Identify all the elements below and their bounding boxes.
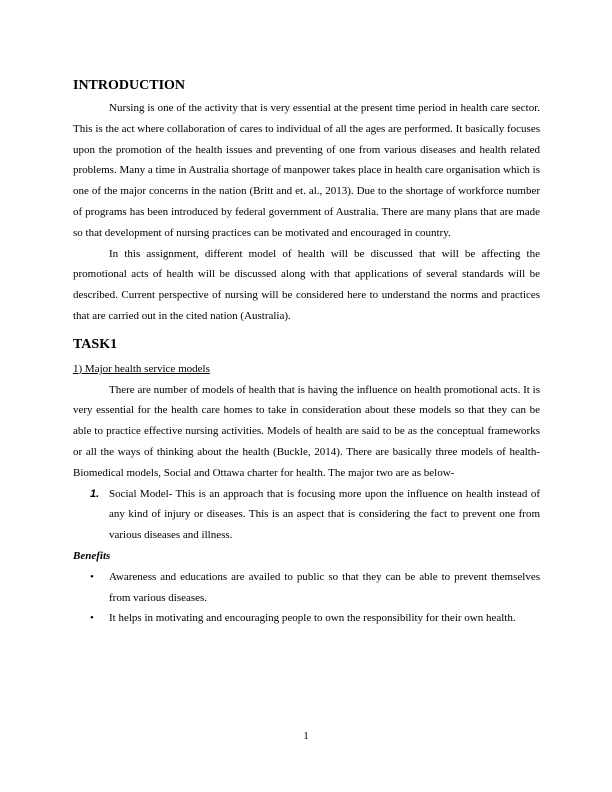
list-item [73,484,540,546]
list-item-text: Awareness and educations are availed to public so that they can be able to prevent themselves from various diseases. [109,570,540,604]
bullet-list [73,567,540,629]
list-item-text: Social Model- This is an approach that is focusing more upon the influence on health instead of any kind of injury or diseases. This is an aspect that is considering the fact to prevent one from various diseases and illness. [109,487,540,542]
task1-paragraph: There are number of models of health that is having the influence on health promotional acts. It is very essential for the health care homes to take in consideration about these models so that they can be able to practice effective nursing activities. Models of health are said to be as the conceptual frameworks or all the ways of thinking about the health (Buckle, 2014). There are basically three models of health- Biomedical models, Social and Ottawa charter for health. The major two are as below- [73,383,540,479]
intro-paragraph-2: In this assignment, different model of health will be discussed that will be affecting the promotional acts of health will be discussed along with that applications of several standards will be described. Current perspective of nursing will be considered here to understand the norms and practices that are carried out in the cited nation (Australia). [73,247,540,322]
bullet-icon: • [90,612,94,625]
document-page [73,74,540,629]
list-item [73,567,540,609]
introduction-heading: INTRODUCTION [73,78,186,93]
list-item [73,608,540,629]
list-number: 1. [90,487,100,500]
task1-heading: TASK1 [73,336,118,352]
page-number: 1 [303,730,309,742]
list-item-text: It helps in motivating and encouraging people to own the responsibility for their own health. [109,612,516,625]
benefits-label: Benefits [73,549,111,562]
intro-paragraph-1: Nursing is one of the activity that is very essential at the present time period in health care sector. This is the act where collaboration of cares to individual of all the ages are performed. It basically focuses upon the promotion of the health issues and preventing of one from various diseases and health related problems. Many a time in Australia shortage of manpower takes place in health care organisation which is one of the major concerns in the nation (Britt and et. al., 2013). Due to the shortage of workforce number of programs has been introduced by federal government of Australia. There are many plans that are made so that development of nursing practices can be motivated and encouraged in country. [73,102,540,239]
section-subheading: 1) Major health service models [73,362,210,375]
numbered-list [73,484,540,546]
bullet-icon: • [90,570,94,583]
